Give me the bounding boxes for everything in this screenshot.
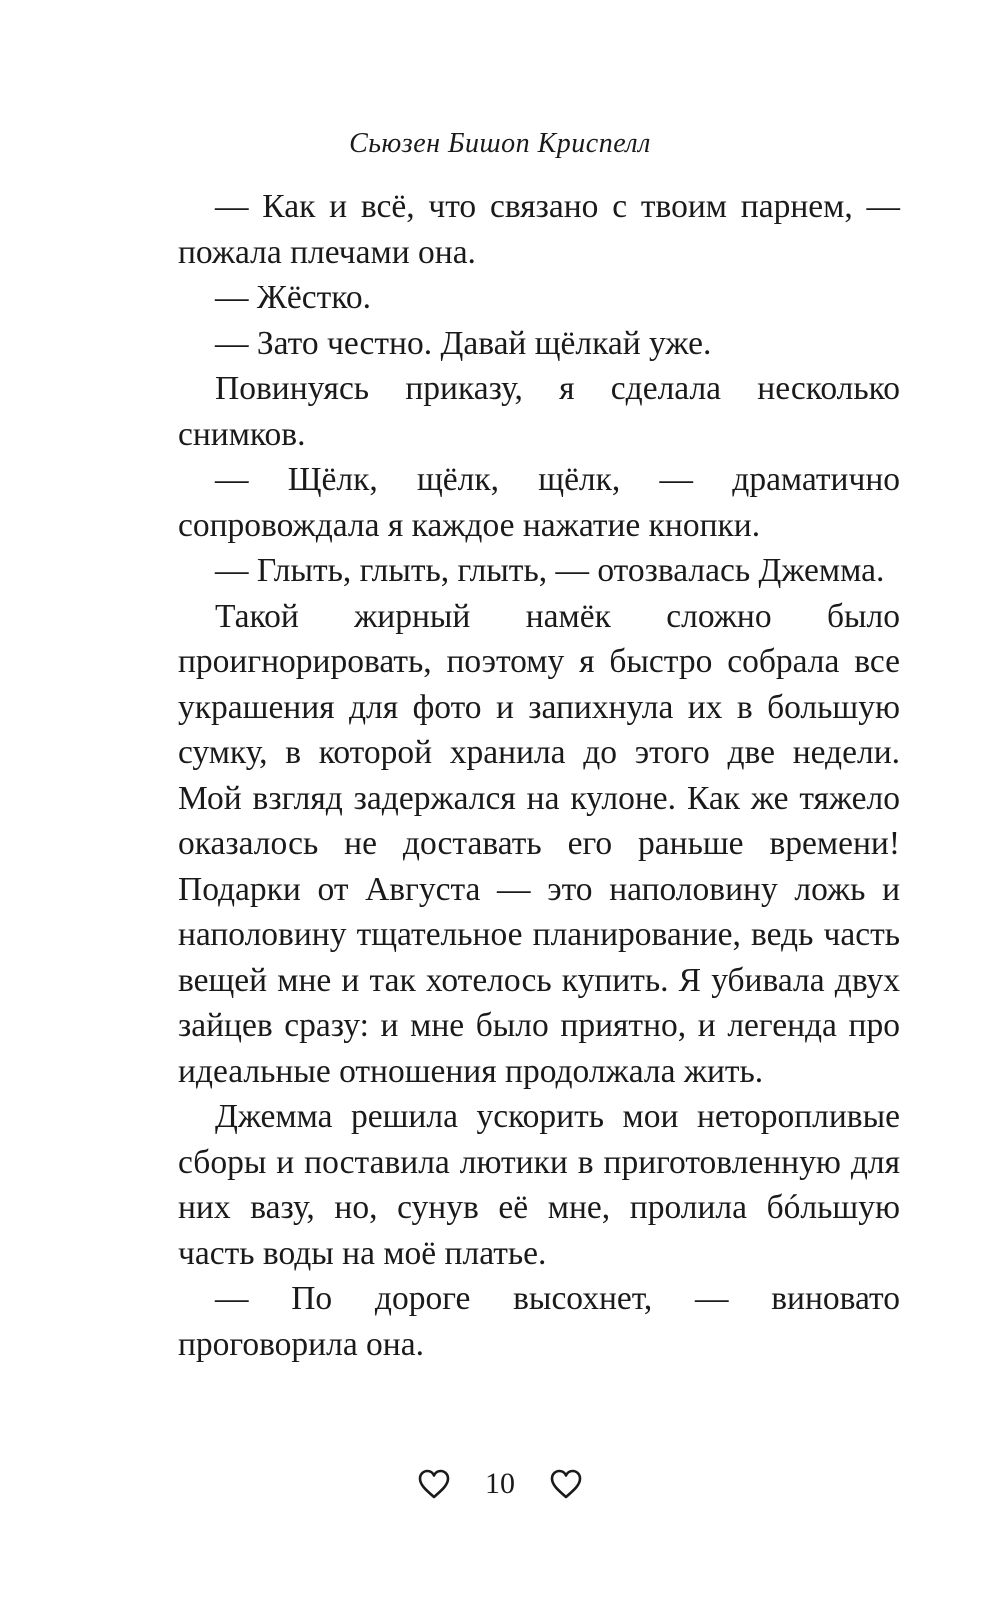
heart-outline-icon bbox=[549, 1468, 583, 1500]
paragraph: Повинуясь приказу, я сделала несколько снимков. bbox=[178, 370, 900, 453]
paragraph: — Жёстко. bbox=[215, 279, 371, 316]
running-title: Сьюзен Бишоп Криспелл bbox=[349, 128, 651, 159]
paragraph: — По дороге высохнет, — виновато проговорила она. bbox=[178, 1280, 900, 1363]
page-footer bbox=[0, 1468, 1000, 1500]
body-text bbox=[178, 184, 900, 1367]
paragraph: — Щёлк, щёлк, щёлк, — драматично сопровождала я каждое нажатие кнопки. bbox=[178, 461, 900, 544]
paragraph: — Как и всё, что связано с твоим парнем, — пожала плечами она. bbox=[178, 188, 900, 271]
heart-outline-icon bbox=[417, 1468, 451, 1500]
paragraph: Такой жирный намёк сложно было проигнорировать, поэтому я быстро собрала все украшения для фото и запихнула их в большую сумку, в которой хранила до этого две недели. Мой взгляд задержался на кулоне. Как же тяжело оказалось не доставать его раньше времени! Подарки от Августа — это наполовину ложь и наполовину тщательное планирование, ведь часть вещей мне и так хотелось купить. Я убивала двух зайцев сразу: и мне было приятно, и легенда про идеальные отношения продолжала жить. bbox=[178, 597, 900, 1090]
paragraph: — Зато честно. Давай щёлкай уже. bbox=[215, 324, 712, 362]
page-number: 10 bbox=[485, 1467, 515, 1500]
paragraph: Джемма решила ускорить мои неторопливые сборы и поставила лютики в приготовленную для них вазу, но, сунув её мне, пролила бóльшую часть воды на моё платье. bbox=[178, 1098, 900, 1272]
paragraph: — Глыть, глыть, глыть, — отозвалась Джемма. bbox=[215, 552, 885, 589]
